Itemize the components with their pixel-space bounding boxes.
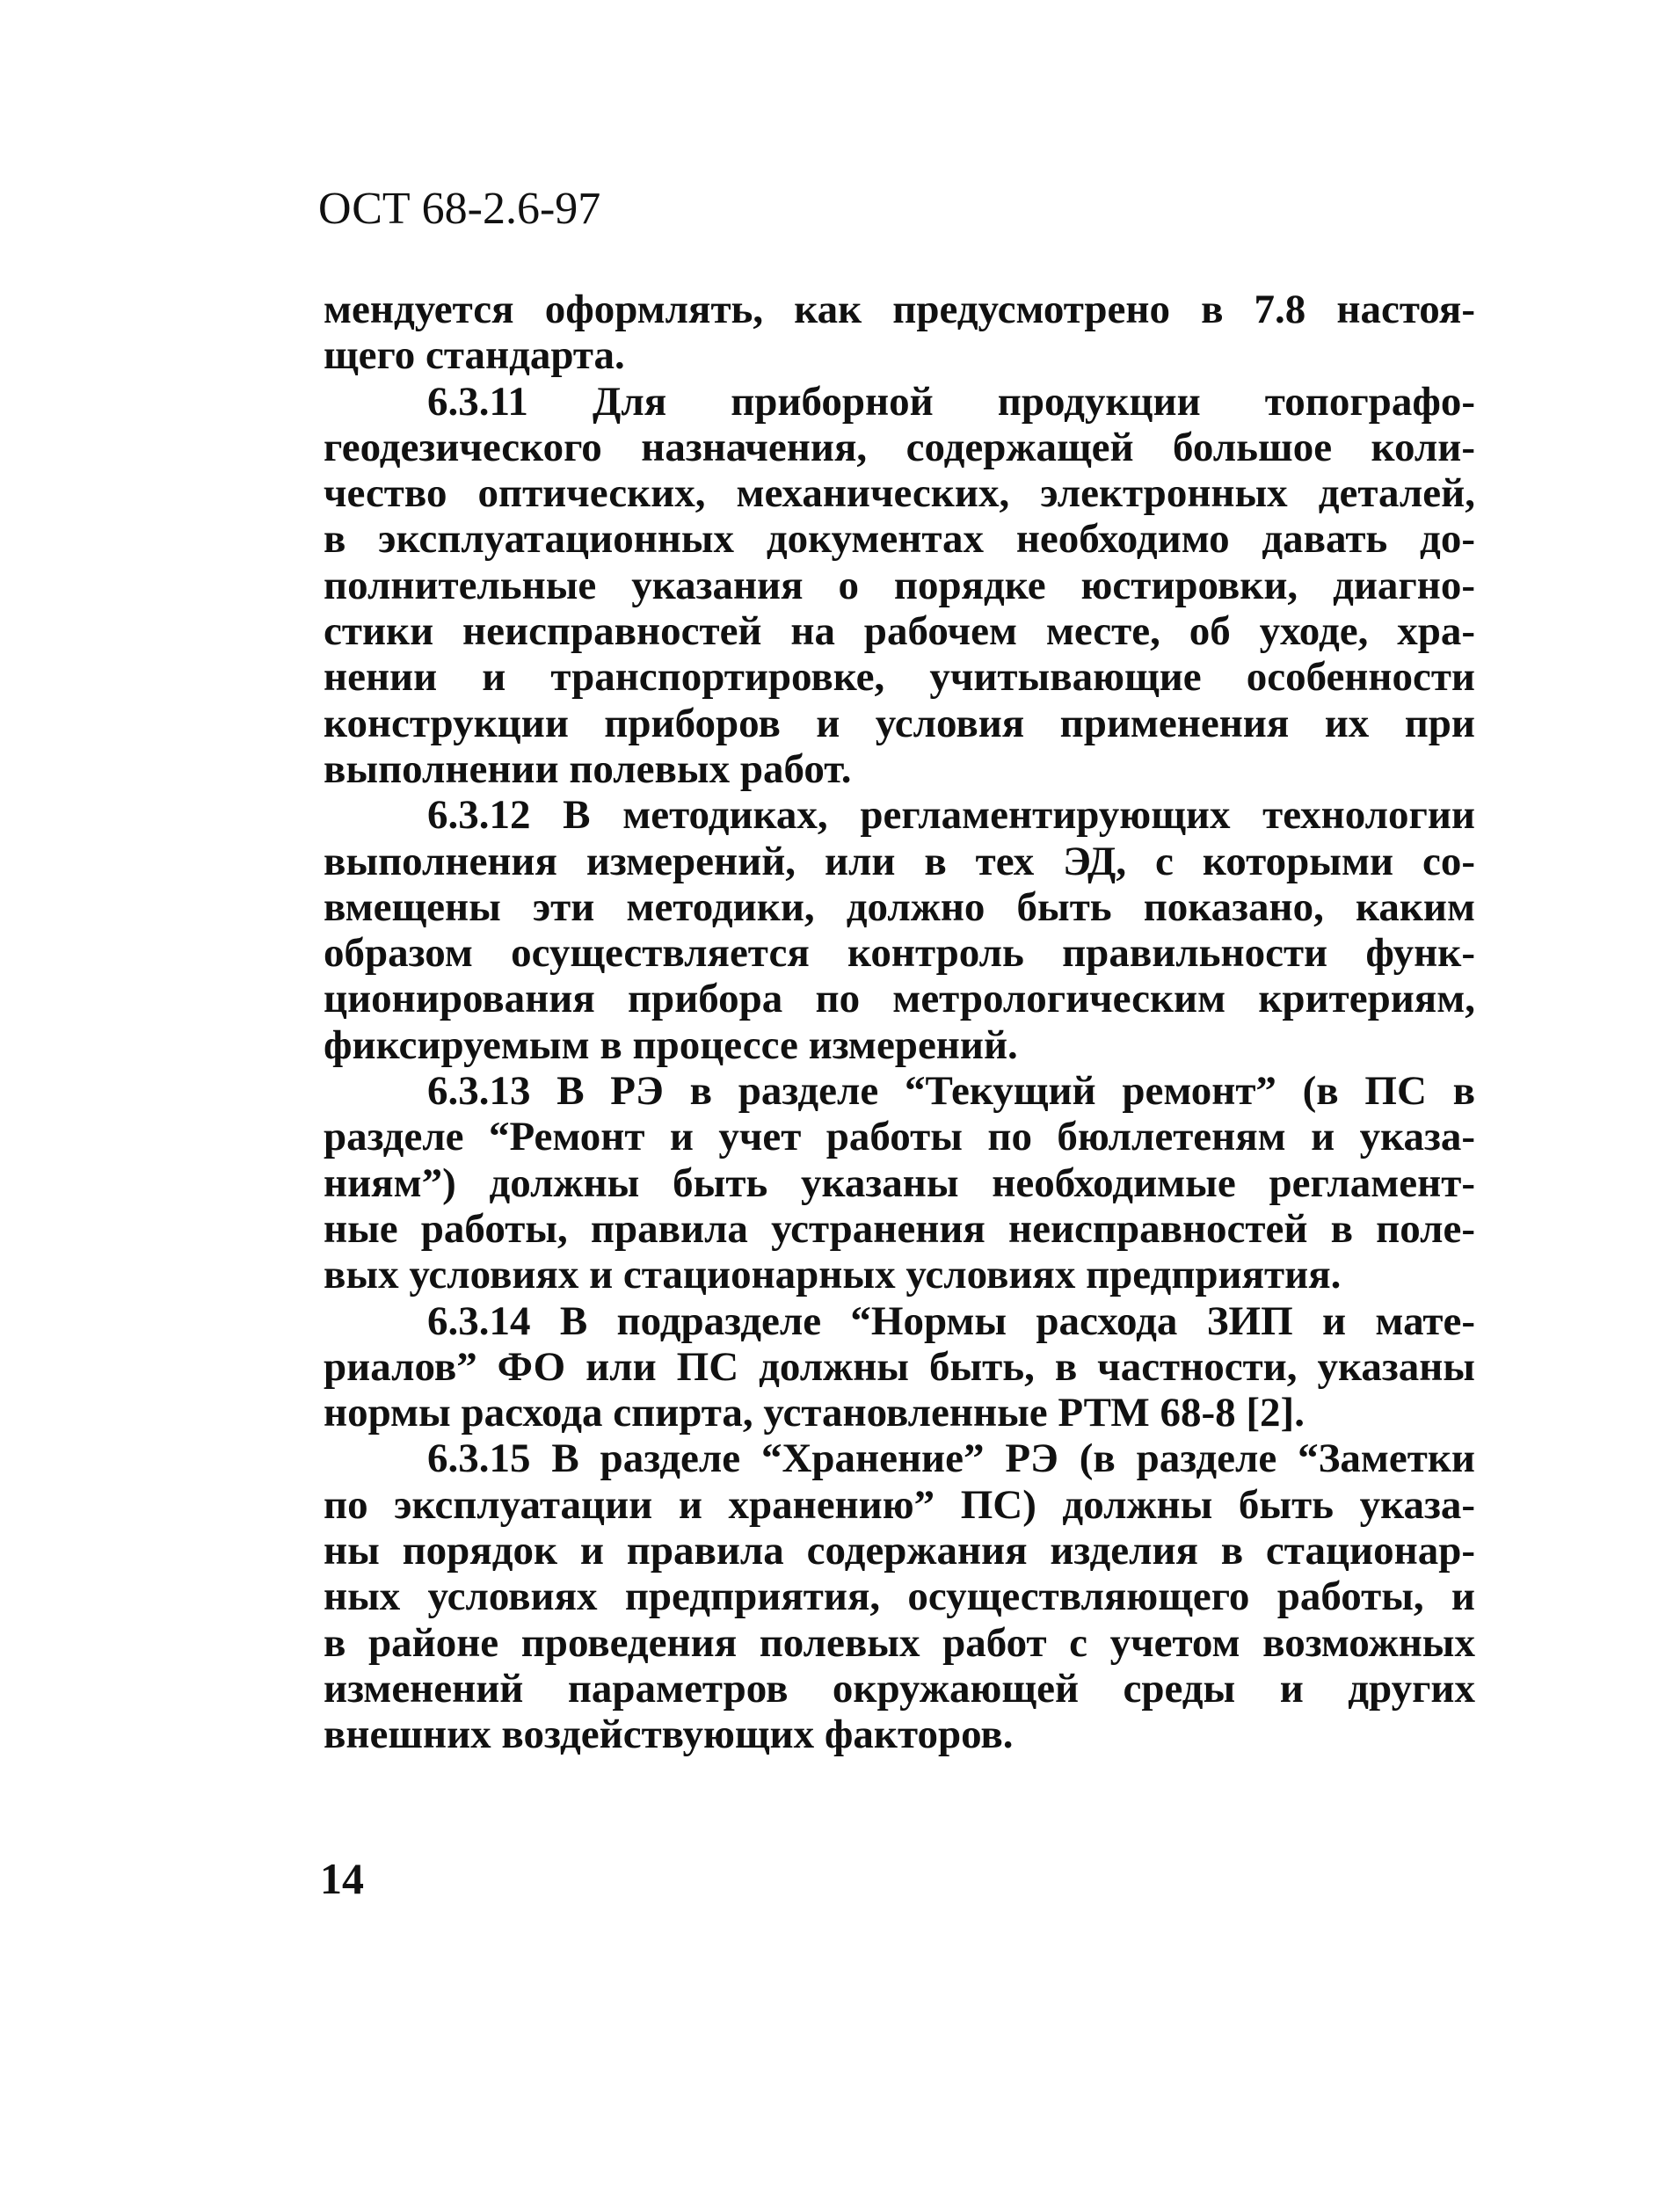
- text-line: вых условиях и стационарных условиях предприятия.: [324, 1252, 1342, 1298]
- text-line: по эксплуатации и хранению” ПС) должны быть указа-: [324, 1481, 1475, 1528]
- text-line: внешних воздействующих факторов.: [324, 1712, 1014, 1758]
- text-line: ционирования прибора по метрологическим критериям,: [324, 976, 1475, 1022]
- text-line: ниям”) должны быть указаны необходимые регламент-: [324, 1159, 1475, 1206]
- text-line: образом осуществляется контроль правильности функ-: [324, 930, 1475, 977]
- text-line: в районе проведения полевых работ с учетом возможных: [324, 1619, 1475, 1666]
- text-line: нормы расхода спирта, установленные РТМ 68-8 [2].: [324, 1390, 1305, 1436]
- text-line: изменений параметров окружающей среды и других: [324, 1665, 1475, 1712]
- text-line: выполнения измерений, или в тех ЭД, с которыми со-: [324, 838, 1475, 884]
- page-number: 14: [320, 1854, 364, 1903]
- body-text: [324, 287, 1475, 1758]
- text-line: разделе “Ремонт и учет работы по бюллетеням и указа-: [324, 1114, 1475, 1160]
- text-line: геодезического назначения, содержащей большое коли-: [324, 424, 1475, 470]
- text-line: полнительные указания о порядке юстировки, диагно-: [324, 562, 1475, 608]
- text-line: вмещены эти методики, должно быть показано, каким: [324, 883, 1475, 930]
- paragraph-6-3-11-start: 6.3.11 Для приборной продукции топографо-: [427, 378, 1475, 425]
- text-line: выполнении полевых работ.: [324, 745, 852, 792]
- text-line: риалов” ФО или ПС должны быть, в частности, указаны: [324, 1343, 1475, 1390]
- paragraph-6-3-15-start: 6.3.15 В разделе “Хранение” РЭ (в разделе “Заметки: [427, 1435, 1475, 1482]
- text-line: конструкции приборов и условия применения их при: [324, 700, 1475, 746]
- text-line: ные работы, правила устранения неисправностей в поле-: [324, 1205, 1475, 1252]
- paragraph-6-3-13-start: 6.3.13 В РЭ в разделе “Текущий ремонт” (в ПС в: [427, 1068, 1475, 1115]
- text-line: мендуется оформлять, как предусмотрено в 7.8 настоя-: [324, 287, 1475, 332]
- paragraph-6-3-12-start: 6.3.12 В методиках, регламентирующих технологии: [427, 792, 1475, 839]
- text-line: чество оптических, механических, электронных деталей,: [324, 470, 1475, 517]
- paragraph-6-3-14-start: 6.3.14 В подразделе “Нормы расхода ЗИП и мате-: [427, 1297, 1475, 1344]
- document-code-header: ОСТ 68-2.6-97: [318, 184, 601, 234]
- text-line: щего стандарта.: [324, 332, 625, 379]
- text-line: нении и транспортировке, учитывающие особенности: [324, 654, 1475, 701]
- text-line: фиксируемым в процессе измерений.: [324, 1021, 1018, 1068]
- text-line: в эксплуатационных документах необходимо давать до-: [324, 516, 1475, 563]
- text-line: стики неисправностей на рабочем месте, об уходе, хра-: [324, 608, 1475, 655]
- text-line: ных условиях предприятия, осуществляющего работы, и: [324, 1574, 1475, 1620]
- text-line: ны порядок и правила содержания изделия в стационар-: [324, 1528, 1475, 1574]
